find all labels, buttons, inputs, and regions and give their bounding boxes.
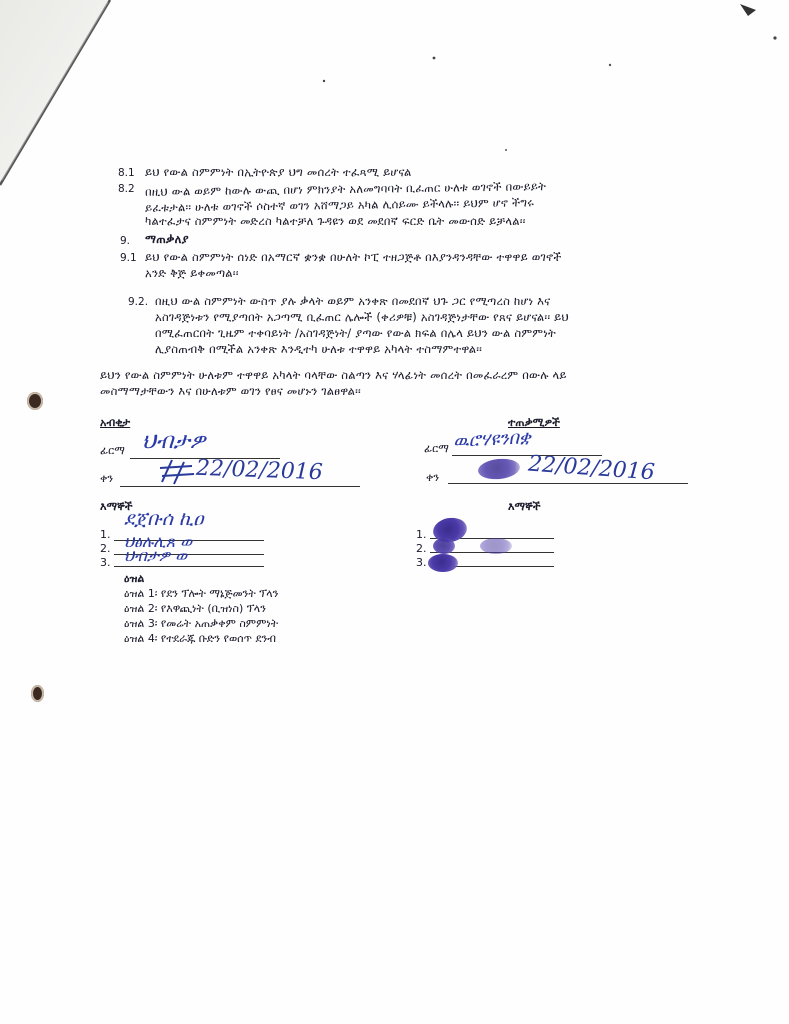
clause-9-2-line: በዚህ ውል ስምምነት ውስጥ ያሉ ቃላት ወይም አንቀጽ በመደበኛ ህጉ ጋር የሚጣረስ ከሆነ እና — [155, 294, 551, 308]
left-witness-number: 1. — [100, 528, 111, 541]
right-witness-thumbprint — [433, 538, 455, 554]
section-9-title: ማጠቃለያ — [145, 232, 189, 246]
clause-8-2-line: ካልተፈታና ስምምነት መድረስ ካልተቻለ ጉዳዩን ወደ መደበኛ ፍርድ ቤት መውሰድ ይቻላል፡፡ — [145, 214, 526, 228]
right-date-label: ቀን — [426, 471, 440, 484]
left-witness-signature: ህብታዎ ወ — [124, 546, 188, 565]
section-9-number: 9. — [120, 235, 131, 247]
right-witnesses-heading: እማኞች — [508, 500, 541, 513]
left-witness-signature: ህፅሉሊጸ ወ — [124, 532, 193, 551]
annex-item: ዕዝል 4፡ የተደራጁ ቡድን የወሰጥ ደንብ — [124, 632, 277, 645]
left-witness-line — [114, 566, 264, 567]
left-party-signature: ህብታዎ — [142, 429, 206, 454]
annex-item: ዕዝል 2፡ የእዋጪነት (ቢዝነስ) ፕላን — [124, 602, 266, 615]
clause-9-1-line: አንድ ቅጅ ይቀመጣል፡፡ — [145, 266, 239, 280]
right-party-signature: ዉሮሃዩንበቋ — [452, 426, 532, 453]
left-witnesses-heading: እማኞች — [100, 500, 133, 513]
clause-8-2-line: በዚህ ውል ወይም ከውሉ ውጪ በሆነ ምክንያት አለመግባባት ቢፈጠር ሁለቱ ወገኖች በውይይት — [144, 179, 547, 199]
clause-9-2-line: ሊያስጠብቅ በሚችል አንቀጽ እንዲተካ ሁለቱ ተዋዋይ አካላት ተስማምተዋል፡፡ — [155, 342, 483, 356]
annex-item: ዕዝል 1፡ የደን ፕሎት ማኔጅመንት ፕላን — [124, 587, 279, 600]
clause-8-1-number: 8.1 — [118, 167, 135, 179]
closing-statement-line: ይህን የውል ስምምነት ሁለቱም ተዋዋይ አካላት ባላቸው ስልጣን እና ሃላፊነት መሰረት በመፈራረም በውሉ ላይ — [100, 368, 567, 382]
clause-9-1-number: 9.1 — [120, 252, 137, 264]
left-date-scribble — [158, 456, 196, 488]
left-witness-signature: ደጀቡሰ ኪዐ — [124, 508, 204, 530]
right-witness-thumbprint — [480, 538, 512, 554]
left-date-line — [120, 486, 360, 487]
clause-8-1-text: ይህ የውል ስምምነት በኢትዮጵያ ህግ መሰረት ተፈጻሚ ይሆናል — [145, 165, 412, 179]
clause-8-2-number: 8.2 — [118, 183, 135, 195]
left-witness-number: 3. — [100, 556, 111, 569]
clause-9-2-number: 9.2. — [128, 296, 149, 308]
left-date-label: ቀን — [100, 472, 114, 485]
left-party-date: 22/02/2016 — [195, 455, 324, 486]
clause-9-2-line: አስገዳጅነቱን የሚያጣበት አጋጣሚ ቢፈጠር ሌሎች (ቀሪዎቹ) አስገዳጅነታቸው የጸና ይሆናል፡፡ ይህ — [155, 310, 569, 324]
left-party-heading: አብቂታ — [100, 416, 131, 429]
punch-hole-top — [27, 392, 43, 410]
right-party-date: 22/02/2016 — [527, 451, 656, 486]
right-witness-thumbprint — [428, 554, 458, 572]
clause-9-1-line: ይህ የውል ስምምነት ሰነድ በአማርኛ ቋንቋ በሁለት ኮፒ ተዘጋጅቶ በእያንዳንዳቸው ተዋዋይ ወገኖች — [145, 250, 562, 264]
clause-9-2-line: በሚፈጠርበት ጊዜም ተቀባይነት /አስገዳጅነት/ ያጣው የውል ክፍል በሌላ ይህን ውል ስምምነት — [155, 326, 556, 340]
left-witness-number: 2. — [100, 542, 111, 555]
closing-statement-line: መስማማታቸውን እና በሁለቱም ወገን የፀና መሆኑን ገልፀዋል፡፡ — [100, 384, 361, 398]
right-sign-label: ፊርማ — [424, 442, 449, 455]
right-party-heading: ተጠቃሚዎች — [508, 416, 560, 429]
right-witness-number: 2. — [416, 542, 427, 555]
left-sign-label: ፊርማ — [100, 444, 125, 457]
right-witness-number: 1. — [416, 528, 427, 541]
annex-item: ዕዝል 3፡ የመሬት አጠቃቀም ስምምነት — [124, 617, 279, 630]
clause-8-2-line: ይፈቱታል፡፡ ሁለቱ ወገኖች ሶስተኛ ወገን አሸማጋይ አካል ሊሰይሙ ይችላሉ፡፡ ይህም ሆኖ ችግሩ — [144, 195, 535, 215]
right-witness-number: 3. — [416, 556, 427, 569]
punch-hole-bottom — [31, 685, 44, 702]
annex-heading: ዕዝል — [124, 572, 145, 585]
